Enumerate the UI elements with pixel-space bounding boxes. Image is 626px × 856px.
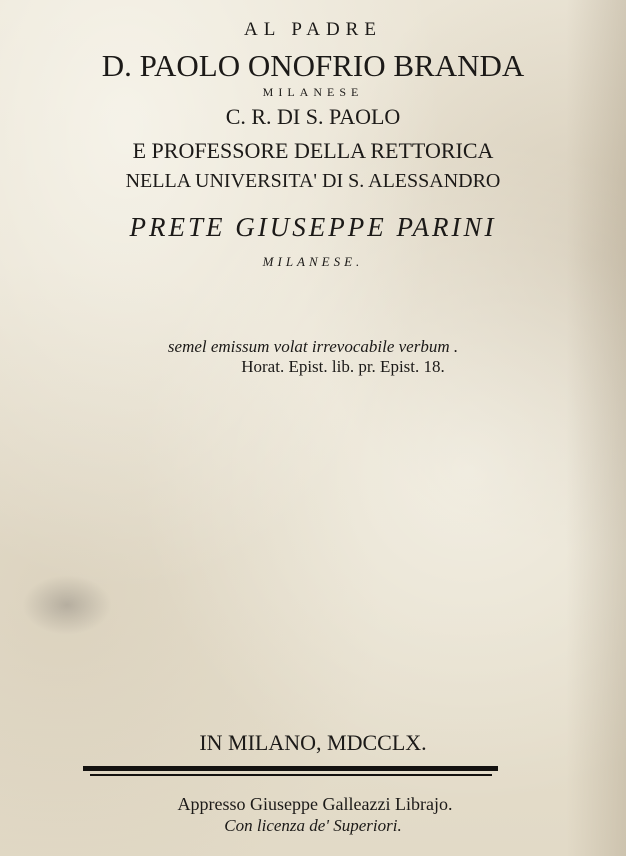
epigraph: semel emissum volat irrevocabile verbum . <box>167 337 459 356</box>
author-name: PRETE GIUSEPPE PARINI <box>129 212 497 242</box>
license-line: Con licenza de' Superiori. <box>224 816 402 835</box>
institution: NELLA UNIVERSITA' DI S. ALESSANDRO <box>125 170 501 192</box>
paper-stain <box>22 575 112 635</box>
imprint-city-year: IN MILANO, MDCCLX. <box>199 730 427 755</box>
religious-order: C. R. DI S. PAOLO <box>225 104 401 129</box>
recipient-role: E PROFESSORE DELLA RETTORICA <box>132 138 494 163</box>
imprint-rule-thin <box>90 774 492 776</box>
recipient-origin: MILANESE <box>262 85 364 99</box>
recipient-name: D. PAOLO ONOFRIO BRANDA <box>101 48 525 83</box>
author-origin: MILANESE. <box>262 254 364 269</box>
epigraph-source: Horat. Epist. lib. pr. Epist. 18. <box>241 357 445 376</box>
printer-line: Appresso Giuseppe Galleazzi Librajo. <box>177 794 453 814</box>
page-edge-shadow <box>566 0 626 856</box>
imprint-rule-thick <box>83 766 498 771</box>
dedication-line: AL PADRE <box>244 19 382 40</box>
